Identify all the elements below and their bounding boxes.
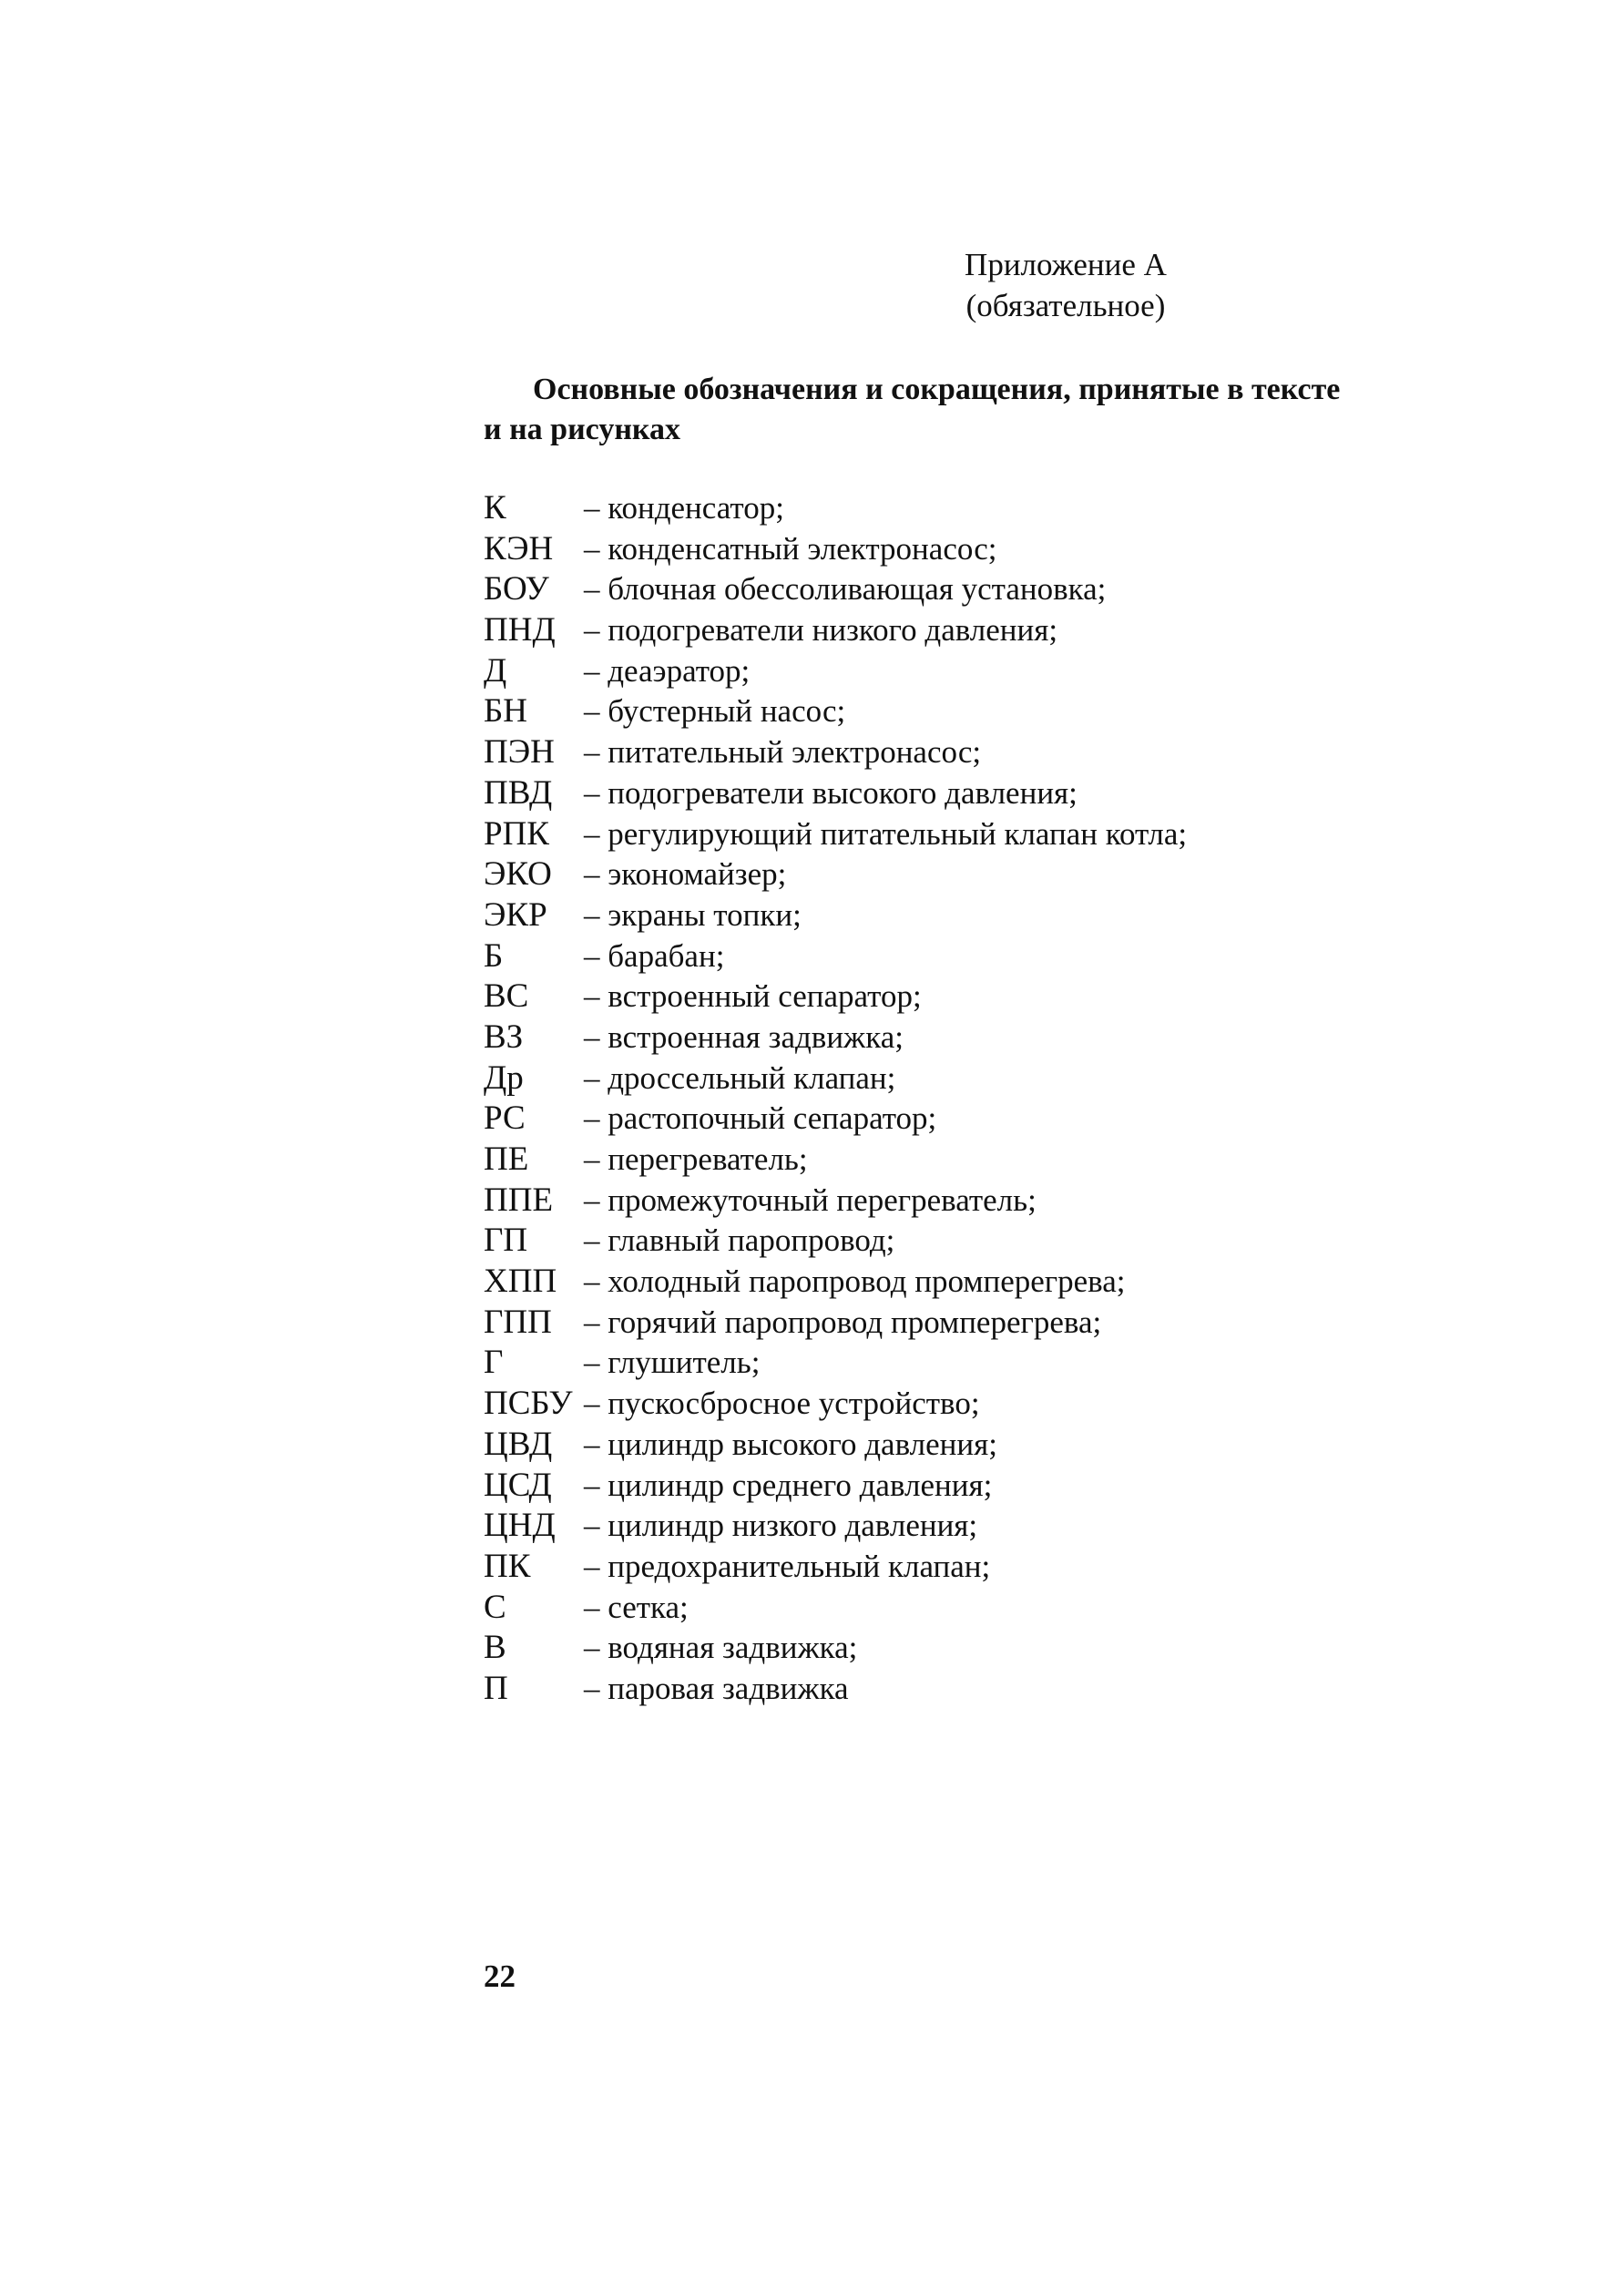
abbreviation-row (484, 1099, 1187, 1140)
abbreviation-definition: – барабан; (584, 937, 725, 974)
abbreviation-row (484, 1303, 1187, 1344)
abbreviation-definition: – цилиндр среднего давления; (584, 1467, 993, 1503)
abbreviation-row (484, 1466, 1187, 1507)
abbreviation-row (484, 732, 1187, 773)
page-number: 22 (484, 1958, 516, 1994)
abbreviation-code: КЭН (484, 529, 554, 568)
abbreviation-definition: – регулирующий питательный клапан котла; (584, 815, 1188, 852)
abbreviation-row (484, 569, 1187, 610)
abbreviation-code: БН (484, 692, 527, 731)
abbreviation-code: РПК (484, 814, 549, 853)
abbreviation-code: Г (484, 1344, 504, 1382)
abbreviation-definition: – подогреватели низкого давления; (584, 612, 1058, 649)
abbreviation-code: ХПП (484, 1263, 557, 1301)
abbreviation-definition: – паровая задвижка (584, 1670, 849, 1706)
abbreviation-code: ПСБУ (484, 1385, 573, 1423)
abbreviation-code: ПНД (484, 611, 556, 649)
section-title-line-2: и на рисунках (484, 413, 680, 446)
abbreviation-code: ВС (484, 977, 529, 1016)
appendix-label: Приложение А (965, 247, 1167, 282)
abbreviation-row (484, 977, 1187, 1017)
abbreviation-code: ЦСД (484, 1466, 552, 1504)
abbreviation-row (484, 1506, 1187, 1547)
abbreviation-row (484, 814, 1187, 855)
appendix-status: (обязательное) (965, 288, 1166, 323)
abbreviation-code: ПК (484, 1547, 531, 1585)
abbreviation-definition: – глушитель; (584, 1345, 761, 1381)
abbreviation-row (484, 1588, 1187, 1629)
abbreviation-row (484, 1221, 1187, 1262)
abbreviation-definition: – растопочный сепаратор; (584, 1100, 937, 1137)
abbreviation-list (484, 488, 1187, 1710)
abbreviation-row (484, 1547, 1187, 1588)
abbreviation-row (484, 488, 1187, 529)
abbreviation-definition: – сетка; (584, 1589, 689, 1625)
abbreviation-definition: – промежуточный перегреватель; (584, 1181, 1037, 1218)
abbreviation-code: ПВД (484, 773, 553, 812)
abbreviation-definition: – цилиндр низкого давления; (584, 1508, 978, 1544)
section-title (484, 370, 1431, 450)
abbreviation-definition: – экономайзер; (584, 856, 787, 893)
abbreviation-definition: – блочная обессоливающая установка; (584, 571, 1107, 608)
abbreviation-code: ГП (484, 1222, 528, 1260)
abbreviation-code: П (484, 1669, 508, 1707)
abbreviation-code: ПЭН (484, 733, 555, 772)
abbreviation-definition: – экраны топки; (584, 896, 802, 933)
section-title-line-1: Основные обозначения и сокращения, принятые в тексте (533, 373, 1341, 406)
abbreviation-code: ПЕ (484, 1140, 529, 1178)
abbreviation-code: В (484, 1629, 506, 1667)
abbreviation-row (484, 1425, 1187, 1466)
abbreviation-code: ППЕ (484, 1181, 554, 1219)
abbreviation-row (484, 936, 1187, 977)
abbreviation-definition: – цилиндр высокого давления; (584, 1426, 997, 1462)
abbreviation-row (484, 1262, 1187, 1303)
abbreviation-row (484, 1058, 1187, 1099)
abbreviation-code: С (484, 1588, 506, 1626)
abbreviation-code: ЭКР (484, 895, 547, 934)
abbreviation-row (484, 854, 1187, 895)
abbreviation-code: Б (484, 936, 504, 975)
abbreviation-row (484, 773, 1187, 814)
abbreviation-definition: – конденсатор; (584, 490, 784, 526)
abbreviation-definition: – водяная задвижка; (584, 1630, 858, 1666)
abbreviation-code: РС (484, 1099, 526, 1138)
appendix-header (911, 244, 1221, 326)
abbreviation-row (484, 1343, 1187, 1384)
abbreviation-row (484, 1384, 1187, 1425)
abbreviation-row (484, 529, 1187, 570)
abbreviation-definition: – встроенная задвижка; (584, 1018, 904, 1055)
abbreviation-definition: – пускосбросное устройство; (584, 1386, 980, 1422)
abbreviation-row (484, 1181, 1187, 1222)
abbreviation-code: Др (484, 1058, 524, 1097)
abbreviation-definition: – питательный электронасос; (584, 734, 982, 771)
abbreviation-code: ЭКО (484, 855, 552, 894)
abbreviation-row (484, 1669, 1187, 1710)
abbreviation-code: Д (484, 651, 507, 690)
abbreviation-row (484, 1017, 1187, 1058)
abbreviation-code: ГПП (484, 1303, 552, 1341)
abbreviation-definition: – конденсатный электронасос; (584, 530, 997, 567)
abbreviation-definition: – перегреватель; (584, 1141, 808, 1177)
abbreviation-definition: – горячий паропровод промперегрева; (584, 1304, 1102, 1340)
abbreviation-definition: – дроссельный клапан; (584, 1059, 896, 1096)
abbreviation-definition: – холодный паропровод промперегрева; (584, 1263, 1126, 1300)
abbreviation-definition: – предохранительный клапан; (584, 1548, 991, 1584)
abbreviation-definition: – подогреватели высокого давления; (584, 774, 1078, 811)
abbreviation-row (484, 610, 1187, 651)
abbreviation-code: ВЗ (484, 1017, 524, 1056)
abbreviation-definition: – главный паропровод; (584, 1222, 895, 1259)
abbreviation-definition: – деаэратор; (584, 652, 751, 689)
abbreviation-row (484, 691, 1187, 732)
abbreviation-row (484, 1628, 1187, 1669)
abbreviation-code: ЦВД (484, 1425, 553, 1463)
abbreviation-code: ЦНД (484, 1507, 556, 1545)
abbreviation-row (484, 1140, 1187, 1181)
abbreviation-definition: – бустерный насос; (584, 693, 846, 730)
abbreviation-code: БОУ (484, 570, 549, 608)
abbreviation-definition: – встроенный сепаратор; (584, 978, 922, 1015)
abbreviation-code: К (484, 489, 506, 527)
abbreviation-row (484, 895, 1187, 936)
abbreviation-row (484, 651, 1187, 692)
